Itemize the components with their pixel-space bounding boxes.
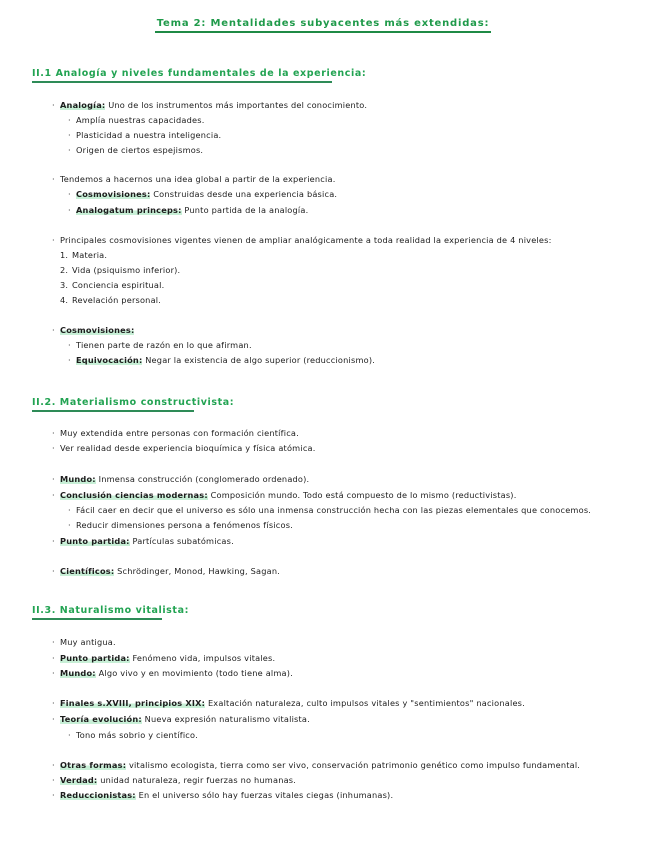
item-label: Mundo: <box>60 668 96 678</box>
list-item <box>52 325 134 336</box>
list-item <box>52 668 293 679</box>
numbered-item <box>60 280 164 291</box>
list-item <box>68 730 198 741</box>
bullet-icon: · <box>52 474 55 484</box>
list-item <box>52 653 275 664</box>
item-label: Cosmovisiones: <box>76 189 151 199</box>
list-item <box>52 714 310 725</box>
bullet-icon: · <box>52 100 55 110</box>
item-label: Cosmovisiones: <box>60 325 135 335</box>
bullet-icon: · <box>52 760 55 770</box>
list-item <box>52 443 316 454</box>
item-label: Analogía: <box>60 100 106 110</box>
bullet-icon: · <box>52 325 55 335</box>
item-label: Científicos: <box>60 566 115 576</box>
list-item <box>52 100 367 111</box>
item-text: Plasticidad a nuestra inteligencia. <box>76 130 222 140</box>
list-item <box>52 428 299 439</box>
item-text: Schrödinger, Monod, Hawking, Sagan. <box>117 566 281 576</box>
item-text: Ver realidad desde experiencia bioquímica y física atómica. <box>60 443 316 453</box>
bullet-icon: · <box>68 189 71 199</box>
item-label: Reduccionistas: <box>60 790 136 800</box>
item-text: Reducir dimensiones persona a fenómenos físicos. <box>76 520 293 530</box>
item-text: Punto partida de la analogía. <box>184 205 309 215</box>
list-item <box>52 490 517 501</box>
list-item <box>68 340 252 351</box>
numbered-item <box>60 265 180 276</box>
item-text: Partículas subatómicas. <box>132 536 234 546</box>
section-heading: II.3. Naturalismo vitalista: <box>32 605 189 616</box>
item-label: Verdad: <box>60 775 98 785</box>
item-text: Tendemos a hacernos una idea global a partir de la experiencia. <box>60 174 336 184</box>
item-label: Equivocación: <box>76 355 143 365</box>
list-item <box>52 775 296 786</box>
item-text: Materia. <box>72 250 108 260</box>
item-text: unidad naturaleza, regir fuerzas no humanas. <box>100 775 297 785</box>
item-label: Mundo: <box>60 474 96 484</box>
section-heading: II.2. Materialismo constructivista: <box>32 397 234 408</box>
item-text: Uno de los instrumentos más importantes del conocimiento. <box>108 100 368 110</box>
bullet-icon: · <box>52 443 55 453</box>
item-text: Origen de ciertos espejismos. <box>76 145 204 155</box>
list-item <box>52 536 234 547</box>
list-item <box>68 355 375 366</box>
item-text: Tono más sobrio y científico. <box>76 730 198 740</box>
list-item <box>52 566 280 577</box>
bullet-icon: · <box>52 637 55 647</box>
bullet-icon: · <box>52 174 55 184</box>
list-item <box>52 760 580 771</box>
item-text: Muy antigua. <box>60 637 116 647</box>
list-item <box>68 520 293 531</box>
bullet-icon: · <box>52 566 55 576</box>
bullet-icon: · <box>52 775 55 785</box>
bullet-icon: · <box>68 340 71 350</box>
bullet-icon: · <box>68 520 71 530</box>
item-number: 1. <box>60 250 69 260</box>
list-item <box>52 474 309 485</box>
list-item <box>52 698 525 709</box>
item-text: Principales cosmovisiones vigentes vienen de ampliar analógicamente a toda realidad la experiencia de 4 niveles: <box>60 235 552 245</box>
item-text: Conciencia espiritual. <box>72 280 165 290</box>
item-number: 3. <box>60 280 69 290</box>
section-heading: II.1 Analogía y niveles fundamentales de la experiencia: <box>32 68 366 79</box>
list-item <box>52 790 393 801</box>
item-label: Teoría evolución: <box>60 714 142 724</box>
item-text: Amplía nuestras capacidades. <box>76 115 205 125</box>
bullet-icon: · <box>68 505 71 515</box>
list-item <box>68 189 337 200</box>
bullet-icon: · <box>52 428 55 438</box>
item-text: En el universo sólo hay fuerzas vitales ciegas (inhumanas). <box>138 790 394 800</box>
list-item <box>68 145 203 156</box>
bullet-icon: · <box>52 714 55 724</box>
list-item <box>52 235 552 246</box>
item-label: Punto partida: <box>60 536 130 546</box>
item-text: Exaltación naturaleza, culto impulsos vitales y "sentimientos" nacionales. <box>207 698 525 708</box>
bullet-icon: · <box>68 115 71 125</box>
item-label: Punto partida: <box>60 653 130 663</box>
list-item <box>52 174 336 185</box>
item-text: Revelación personal. <box>72 295 162 305</box>
page-title: Tema 2: Mentalidades subyacentes más extendidas: <box>0 18 646 33</box>
bullet-icon: · <box>52 698 55 708</box>
bullet-icon: · <box>68 205 71 215</box>
list-item <box>68 205 308 216</box>
bullet-icon: · <box>52 790 55 800</box>
bullet-icon: · <box>52 536 55 546</box>
list-item <box>68 505 591 516</box>
item-text: Nueva expresión naturalismo vitalista. <box>144 714 310 724</box>
item-text: Composición mundo. Todo está compuesto de lo mismo (reductivistas). <box>210 490 517 500</box>
item-text: Vida (psiquismo inferior). <box>72 265 181 275</box>
item-label: Conclusión ciencias modernas: <box>60 490 208 500</box>
bullet-icon: · <box>52 490 55 500</box>
bullet-icon: · <box>68 145 71 155</box>
bullet-icon: · <box>52 235 55 245</box>
list-item <box>68 115 205 126</box>
item-text: Fenómeno vida, impulsos vitales. <box>132 653 276 663</box>
item-text: Negar la existencia de algo superior (reduccionismo). <box>145 355 376 365</box>
item-text: Muy extendida entre personas con formación científica. <box>60 428 299 438</box>
list-item <box>52 637 116 648</box>
numbered-item <box>60 250 107 261</box>
item-text: Construidas desde una experiencia básica. <box>153 189 338 199</box>
item-text: vitalismo ecologista, tierra como ser vivo, conservación patrimonio genético como impulso fundamental. <box>129 760 581 770</box>
item-label: Otras formas: <box>60 760 127 770</box>
item-text: Fácil caer en decir que el universo es sólo una inmensa construcción hecha con las piezas elementales que conocemos. <box>76 505 592 515</box>
item-text: Tienen parte de razón en lo que afirman. <box>76 340 252 350</box>
item-number: 2. <box>60 265 69 275</box>
item-text: Inmensa construcción (conglomerado ordenado). <box>98 474 310 484</box>
item-text: Algo vivo y en movimiento (todo tiene alma). <box>98 668 293 678</box>
bullet-icon: · <box>68 730 71 740</box>
bullet-icon: · <box>68 130 71 140</box>
item-number: 4. <box>60 295 69 305</box>
item-label: Analogatum princeps: <box>76 205 182 215</box>
list-item <box>68 130 221 141</box>
bullet-icon: · <box>52 668 55 678</box>
numbered-item <box>60 295 161 306</box>
bullet-icon: · <box>52 653 55 663</box>
bullet-icon: · <box>68 355 71 365</box>
item-label: Finales s.XVIII, principios XIX: <box>60 698 206 708</box>
